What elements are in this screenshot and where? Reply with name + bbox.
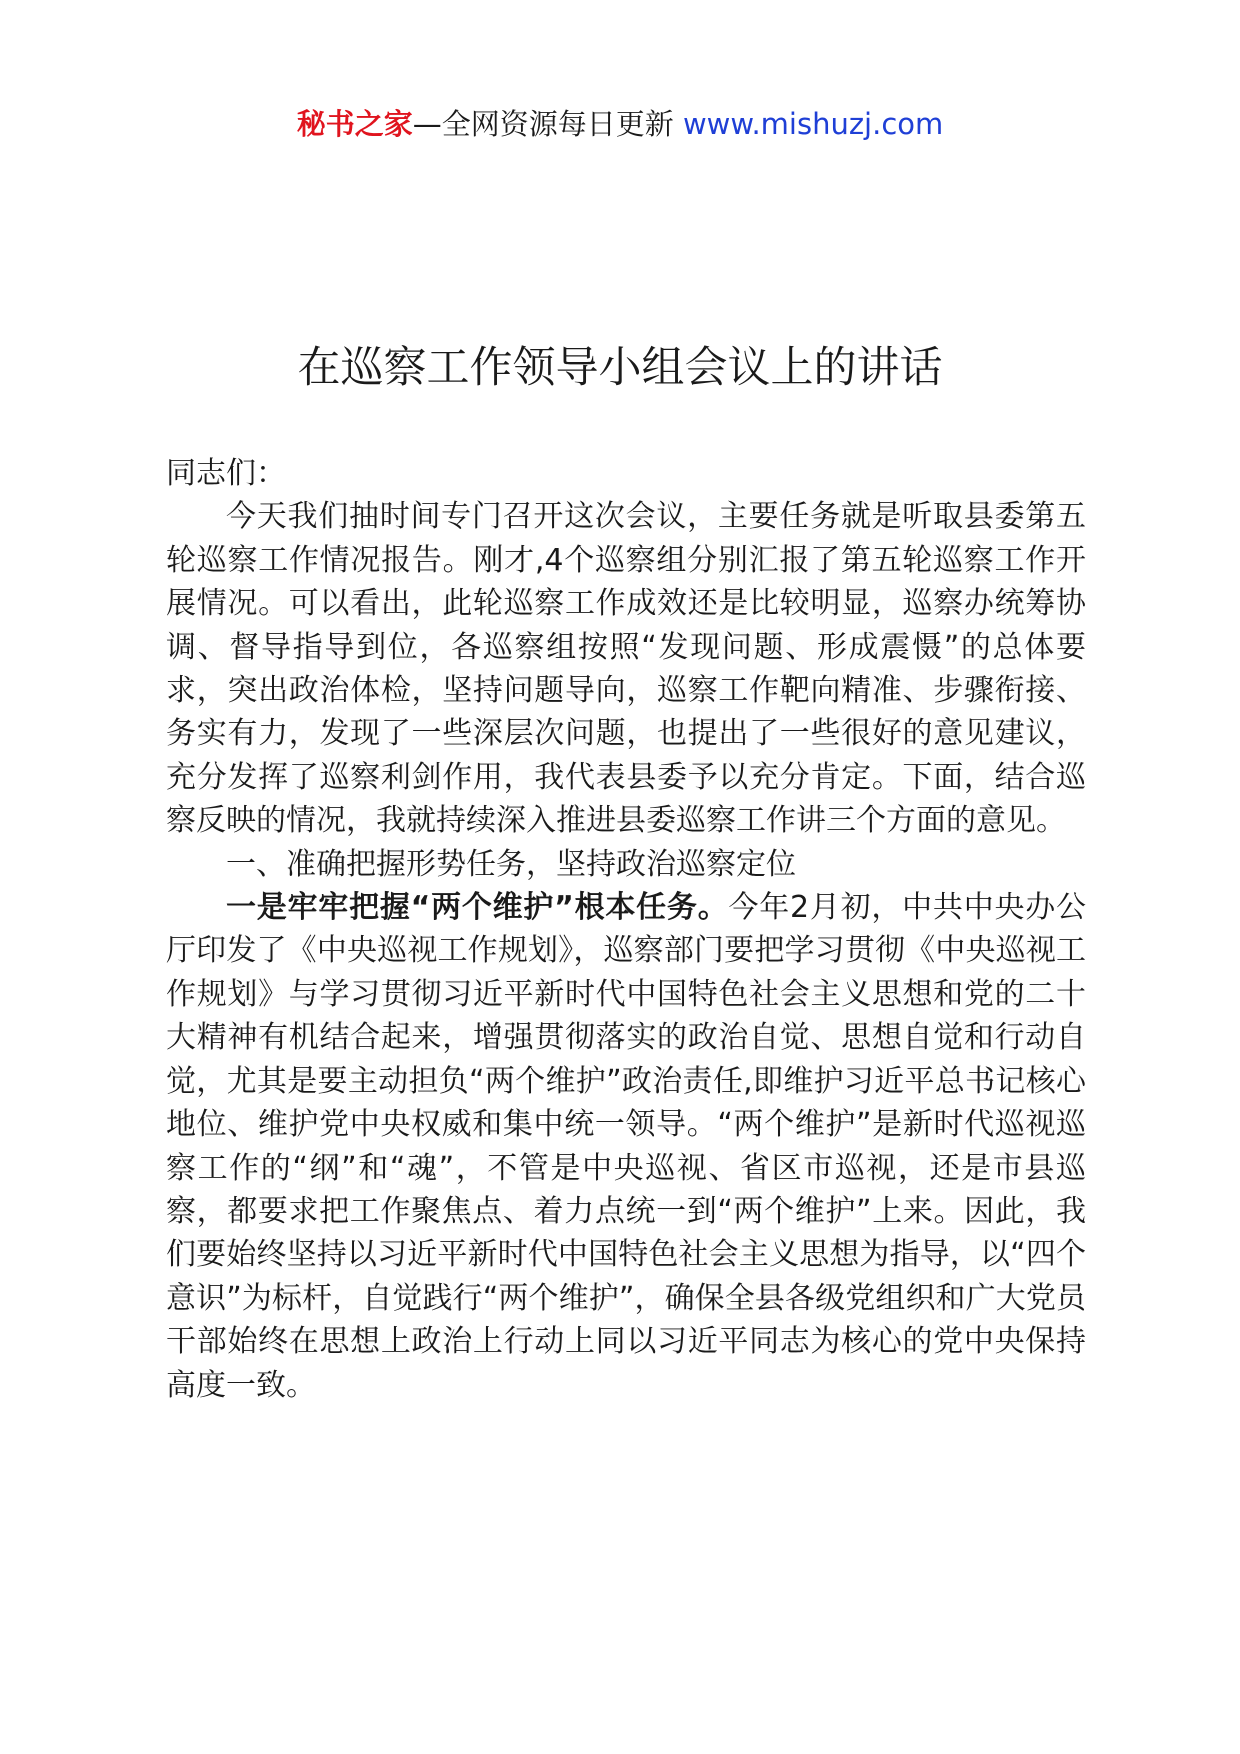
site-header	[0, 102, 1240, 146]
website-link[interactable]: www.mishuzj.com	[682, 107, 944, 141]
section-heading: 一、准确把握形势任务，坚持政治巡察定位	[226, 846, 796, 882]
paragraph-body: 今年2月初，中共中央办公厅印发了《中央巡视工作规划》，巡察部门要把学习贯彻《中央巡视工作规划》与学习贯彻习近平新时代中国特色社会主义思想和党的二十大精神有机结合起来，增强贯彻落实的政治自觉、思想自觉和行动自觉，尤其是要主动担负“两个维护”政治责任,即维护习近平总书记核心地位、维护党中央权威和集中统一领导。“两个维护”是新时代巡视巡察工作的“纲”和“魂”，不管是中央巡视、省区市巡视，还是市县巡察，都要求把工作聚焦点、着力点统一到“两个维护”上来。因此，我们要始终坚持以习近平新时代中国特色社会主义思想为指导，以“四个意识”为标杆，自觉践行“两个维护”，确保全县各级党组织和广大党员干部始终在思想上政治上行动上同以习近平同志为核心的党中央保持高度一致。	[166, 890, 1086, 1403]
document-title: 在巡察工作领导小组会议上的讲话	[297, 343, 943, 393]
paragraph-lead: 一是牢牢把握“两个维护”根本任务。	[226, 890, 729, 926]
paragraph-intro: 今天我们抽时间专门召开这次会议，主要任务就是听取县委第五轮巡察工作情况报告。刚才,4个巡察组分别汇报了第五轮巡察工作开展情况。可以看出，此轮巡察工作成效还是比较明显，巡察办统筹协调、督导指导到位，各巡察组按照“发现问题、形成震慑”的总体要求，突出政治体检，坚持问题导向，巡察工作靶向精准、步骤衔接、务实有力，发现了一些深层次问题，也提出了一些很好的意见建议，充分发挥了巡察利剑作用，我代表县委予以充分肯定。下面，结合巡察反映的情况，我就持续深入推进县委巡察工作讲三个方面的意见。	[166, 499, 1086, 839]
header-tagline: —全网资源每日更新	[412, 107, 683, 141]
document-body	[166, 452, 1086, 1407]
brand-name: 秘书之家	[296, 107, 413, 141]
salutation: 同志们：	[166, 456, 286, 491]
paragraph-two	[166, 886, 1086, 1407]
